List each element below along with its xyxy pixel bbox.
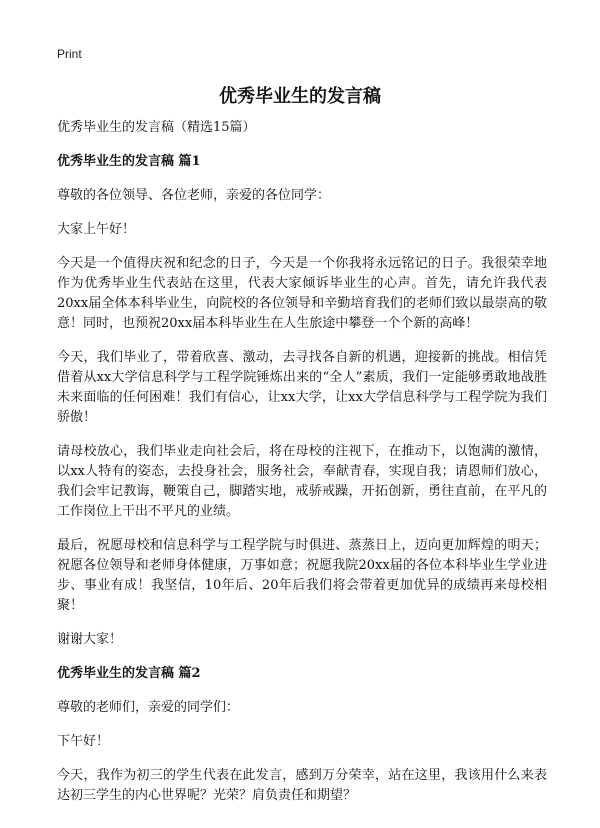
document-subtitle: 优秀毕业生的发言稿（精选15篇） bbox=[57, 120, 256, 135]
section-heading-1: 优秀毕业生的发言稿 篇1 bbox=[57, 154, 201, 169]
paragraph: 谢谢大家！ bbox=[57, 632, 123, 647]
paragraph: 请母校放心，我们毕业走向社会后，将在母校的注视下，在推动下，以饱满的激情，以xx人特有的姿态，去投身社会，服务社会，奉献青春，实现自我；请恩师们放心，我们会牢记教诲，鞭策自己，脚踏实地，戒骄戒躁，开拓创新，勇往直前，在平凡的工作岗位上干出不平凡的业绩。 bbox=[57, 444, 547, 519]
paragraph: 尊敬的老师们，亲爱的同学们： bbox=[57, 700, 240, 715]
page-title: 优秀毕业生的发言稿 bbox=[219, 86, 381, 107]
paragraph: 今天是一个值得庆祝和纪念的日子，今天是一个你我将永远铭记的日子。我很荣幸地作为优秀毕业生代表站在这里，代表大家倾诉毕业生的心声。首先，请允许我代表20xx届全体本科毕业生，向院校的各位领导和辛勤培育我们的老师们致以最崇高的敬意！同时，也预祝20xx届本科毕业生在人生旅途中攀登一个个新的高峰！ bbox=[57, 256, 547, 331]
paragraph: 今天，我作为初三的学生代表在此发言，感到万分荣幸，站在这里，我该用什么来表达初三学生的内心世界呢？光荣？肩负责任和期望？ bbox=[57, 768, 547, 803]
paragraph: 最后，祝愿母校和信息科学与工程学院与时俱进、蒸蒸日上，迈向更加辉煌的明天；祝愿各位领导和老师身体健康，万事如意；祝愿我院20xx届的各位本科毕业生学业进步、事业有成！我坚信，10年后、20年后我们将会带着更加优异的成绩再来母校相聚！ bbox=[57, 538, 547, 613]
paragraph: 今天，我们毕业了，带着欣喜、激动，去寻找各自新的机遇，迎接新的挑战。相信凭借着从xx大学信息科学与工程学院锤炼出来的“全人”素质，我们一定能够勇敢地战胜未来面临的任何困难！我们有信心，让xx大学，让xx大学信息科学与工程学院为我们骄傲！ bbox=[57, 350, 547, 425]
print-label: Print bbox=[57, 47, 82, 61]
paragraph: 尊敬的各位领导、各位老师，亲爱的各位同学： bbox=[57, 188, 331, 203]
document-body bbox=[57, 118, 547, 820]
paragraph: 下午好！ bbox=[57, 734, 110, 749]
paragraph: 大家上午好！ bbox=[57, 222, 136, 237]
section-heading-2: 优秀毕业生的发言稿 篇2 bbox=[57, 666, 201, 681]
